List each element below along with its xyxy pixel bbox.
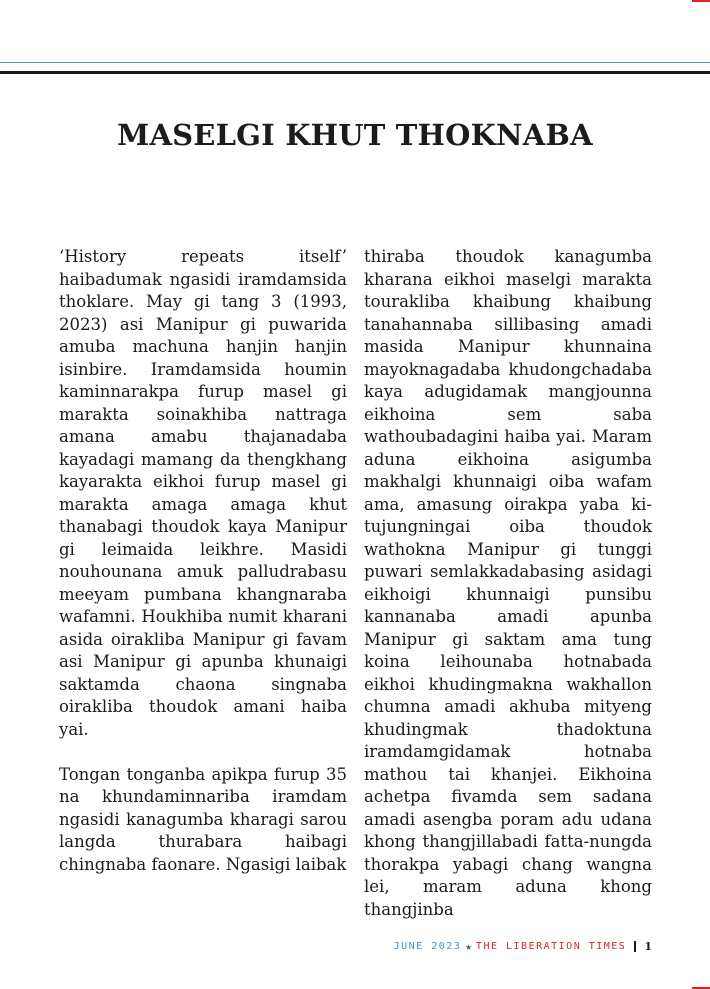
footer-month: JUNE 2023 (393, 940, 462, 952)
page-number: 1 (644, 939, 652, 953)
article-title: MASELGI KHUT THOKNABA (117, 118, 593, 152)
article-column-right (364, 246, 652, 944)
header-rule-blue (0, 62, 710, 63)
header-rule-black (0, 71, 710, 74)
page-footer (394, 938, 652, 954)
article-column-left (59, 246, 347, 899)
corner-crop-mark-top (692, 0, 710, 2)
paragraph: ‘History repeats itself’ haibadumak ngasidi iramdamsida thoklare. May gi tang 3 (1993, 2023) asi Manipur gi puwarida amuba machuna hanjin hanjin isinbire. Iramdamsida houmin kaminnarakpa furup masel gi marakta soinakhiba nattraga amana amabu thajanadaba kayadagi mamang da thengkhang kayarakta eikhoi furup masel gi marakta amaga amaga khut thanabagi thoudok kaya Manipur gi leimaida leikhre. Masidi nouhounana amuk palludrabasu meeyam pumbana khangnaraba wafamni. Houkhiba numit kharani asida oirakliba Manipur gi favam asi Manipur gi apunba khunaigi saktamda chaona singnaba oirakliba thoudok amani haiba yai. (59, 247, 347, 739)
star-icon: ★ (465, 939, 472, 953)
paragraph: Tongan tonganba apikpa furup 35 na khundaminnariba iramdam ngasidi kanagumba kharagi sarou langda thurabara haibagi chingnaba faonare. Ngasigi laibak (59, 764, 347, 874)
footer-publication: THE LIBERATION TIMES (475, 940, 627, 952)
footer-divider (634, 941, 636, 952)
paragraph: thiraba thoudok kanagumba kharana eikhoi maselgi marakta tourakliba khaibung khaibung tanahannaba sillibasing amadi masida Manipur khunnaina mayoknagadaba khudongchadaba kaya adugidamak mangjounna eikhoina sem saba wathoubadagini haiba yai. Maram aduna eikhoina asigumba makhalgi khunnaigi oiba wafam ama, amasung oirakpa yaba ki-tujungningai oiba thoudok wathokna Manipur gi tunggi puwari semlakkadabasing asidagi eikhoigi khunnaigi punsibu kannanaba amadi apunba Manipur gi saktam ama tung koina leihounaba hotnabada eikhoi khudingmakna wakhallon chumna amadi akhuba mityeng khudingmak thadoktuna iramdamgidamak hotnaba mathou tai khanjei. Eikhoina achetpa fivamda sem sadana amadi asengba poram adu udana khong thangjillabadi fatta-nungda thorakpa yabagi chang wangna lei, maram aduna khong thangjinba (364, 247, 652, 919)
